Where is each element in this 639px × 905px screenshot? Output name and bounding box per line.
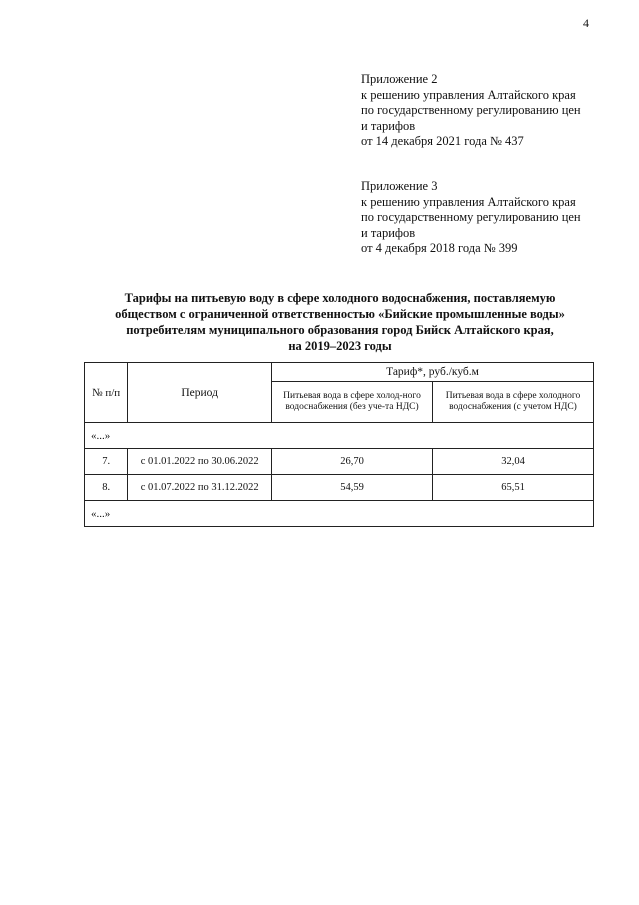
appendix-2-line: от 14 декабря 2021 года № 437 — [361, 134, 524, 149]
row-tariff-with-vat: 65,51 — [433, 475, 594, 501]
table-row — [85, 475, 594, 501]
row-tariff-without-vat: 26,70 — [272, 449, 433, 475]
table-header-row — [85, 363, 594, 382]
row-number: 7. — [85, 449, 128, 475]
header-number: № п/п — [85, 363, 128, 423]
header-with-vat: Питьевая вода в сфере холодного водоснабжения (с учетом НДС) — [433, 382, 594, 423]
document-title-line: потребителям муниципального образования город Бийск Алтайского края, — [126, 323, 554, 337]
table-ellipsis-row — [85, 501, 594, 527]
row-tariff-without-vat: 54,59 — [272, 475, 433, 501]
page-number: 4 — [583, 16, 589, 30]
appendix-3-line: от 4 декабря 2018 года № 399 — [361, 241, 518, 256]
document-title-line: Тарифы на питьевую воду в сфере холодного водоснабжения, поставляемую — [124, 291, 556, 305]
appendix-2-line: по государственному регулированию цен — [361, 103, 581, 118]
document-title-line: на 2019–2023 годы — [288, 339, 392, 353]
appendix-3-line: к решению управления Алтайского края — [361, 194, 576, 209]
table-row — [85, 449, 594, 475]
tariff-table — [84, 362, 594, 527]
appendix-2-block — [361, 72, 621, 150]
header-period: Период — [128, 363, 272, 423]
row-tariff-with-vat: 32,04 — [433, 449, 594, 475]
row-period: с 01.01.2022 по 30.06.2022 — [128, 449, 272, 475]
appendix-3-line: по государственному регулированию цен — [361, 210, 581, 225]
row-number: 8. — [85, 475, 128, 501]
appendix-2-line: Приложение 2 — [361, 72, 438, 86]
header-tariff: Тариф*, руб./куб.м — [272, 363, 594, 382]
appendix-3-line: Приложение 3 — [361, 179, 438, 193]
header-without-vat: Питьевая вода в сфере холод-ного водоснабжения (без уче-та НДС) — [272, 382, 433, 423]
row-period: с 01.07.2022 по 31.12.2022 — [128, 475, 272, 501]
appendix-2-line: и тарифов — [361, 118, 416, 133]
document-title — [84, 290, 596, 354]
appendix-3-line: и тарифов — [361, 225, 416, 240]
appendix-2-line: к решению управления Алтайского края — [361, 87, 576, 102]
ellipsis-cell: «...» — [85, 501, 594, 527]
document-title-line: обществом с ограниченной ответственностью «Бийские промышленные воды» — [115, 307, 565, 321]
appendix-3-block — [361, 179, 621, 257]
table-ellipsis-row — [85, 423, 594, 449]
ellipsis-cell: «...» — [85, 423, 594, 449]
